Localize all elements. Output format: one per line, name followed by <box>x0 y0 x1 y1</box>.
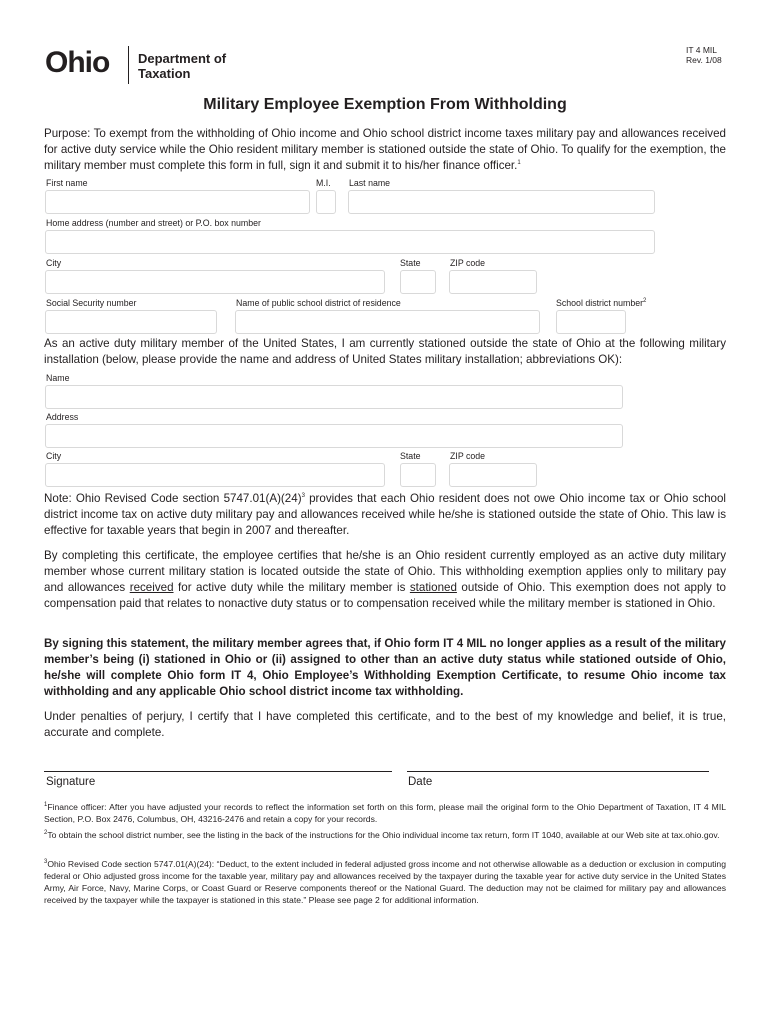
logo-divider <box>128 46 129 84</box>
first-name-label: First name <box>46 178 88 188</box>
home-address-label: Home address (number and street) or P.O. box number <box>46 218 261 228</box>
installation-name-field[interactable] <box>45 385 623 409</box>
signature-label: Signature <box>46 776 96 788</box>
purpose-paragraph <box>44 126 726 174</box>
installation-address-label: Address <box>46 412 79 422</box>
school-district-number-field[interactable] <box>556 310 626 334</box>
last-name-label: Last name <box>349 178 391 188</box>
certify-text-3: outside of Ohio. This exemption does not apply to compensation paid that relates to nonactive duty status or to compensation received while the military member is stationed in Ohio. <box>44 581 726 610</box>
received-underlined: received <box>129 581 174 594</box>
certify-text-1: By completing this certificate, the employee certifies that he/she is an Ohio resident currently employed as an active duty military member whose current military station is located outside the state of Ohio. This withholding exemption applies only to military pay and allowances <box>44 549 726 594</box>
footnote-2-text: To obtain the school district number, see the listing in the back of the instructions for the Ohio individual income tax return, form IT 1040, available at our Web site at tax.ohio.gov. <box>47 830 720 840</box>
zip-label: ZIP code <box>450 258 486 268</box>
state-field[interactable] <box>400 270 436 294</box>
signature-line[interactable] <box>44 771 392 772</box>
footnote-ref-3: 3 <box>301 493 305 500</box>
footnote-2 <box>44 829 726 841</box>
footnote-3 <box>44 858 726 906</box>
installation-city-label: City <box>46 451 62 461</box>
note-paragraph <box>44 491 726 539</box>
school-district-number-text: School district number <box>556 298 644 308</box>
footnote-2-number: 2 <box>44 830 48 837</box>
installation-intro: As an active duty military member of the United States, I am currently stationed outside the state of Ohio at the following military installation (below, please provide the name and address of United States military installation; abbreviations OK): <box>44 337 726 366</box>
home-address-field[interactable] <box>45 230 655 254</box>
installation-zip-field[interactable] <box>449 463 537 487</box>
installation-city-field[interactable] <box>45 463 385 487</box>
zip-field[interactable] <box>449 270 537 294</box>
city-field[interactable] <box>45 270 385 294</box>
certify-text-2: for active duty while the military member is <box>173 581 410 594</box>
form-number: IT 4 MIL <box>686 45 718 55</box>
school-district-name-label: Name of public school district of residence <box>236 298 401 308</box>
mi-label: M.I. <box>316 178 331 188</box>
footnote-1 <box>44 801 726 825</box>
installation-state-label: State <box>400 451 421 461</box>
purpose-text: Purpose: To exempt from the withholding of Ohio income and Ohio school district income taxes military pay and allowances received for active duty service while the Ohio resident military member is stationed outside the state of Ohio. To qualify for the exemption, the military member must complete this form in full, sign it and submit it to his/her finance officer. <box>44 127 726 172</box>
mi-field[interactable] <box>316 190 336 214</box>
form-title: Military Employee Exemption From Withholding <box>203 96 567 113</box>
state-label: State <box>400 258 421 268</box>
installation-state-field[interactable] <box>400 463 436 487</box>
last-name-field[interactable] <box>348 190 655 214</box>
city-label: City <box>46 258 62 268</box>
footnote-1-number: 1 <box>44 802 48 809</box>
department-line-2: Taxation <box>138 66 191 81</box>
perjury-statement: Under penalties of perjury, I certify that I have completed this certificate, and to the best of my knowledge and belief, it is true, accurate and complete. <box>44 710 726 739</box>
school-district-name-field[interactable] <box>235 310 540 334</box>
footnote-ref-1: 1 <box>517 160 521 167</box>
footnote-3-text: Ohio Revised Code section 5747.01(A)(24): “Deduct, to the extent included in federal adjusted gross income and not otherwise allowable as a deduction or exclusion in computing federal or Ohio adjusted gross income for the taxable year, military pay and allowances received by the taxpayer during the taxable year for active duty service in the United States Army, Air Force, Navy, Marine Corps, or Coast Guard or Reserve components thereof or the National Guard. The deduction may not be claimed for military pay and allowances received by the taxpayer while the taxpayer is stationed in this state.” Please see page 2 for additional information. <box>44 859 726 905</box>
ohio-logo: Ohio <box>45 46 110 79</box>
note-text-start: Note: Ohio Revised Code section 5747.01(A)(24) <box>44 492 302 505</box>
installation-zip-label: ZIP code <box>450 451 486 461</box>
ssn-field[interactable] <box>45 310 217 334</box>
date-line[interactable] <box>407 771 709 772</box>
first-name-field[interactable] <box>45 190 310 214</box>
footnote-ref-2: 2 <box>643 298 647 305</box>
signing-statement: By signing this statement, the military member agrees that, if Ohio form IT 4 MIL no longer applies as a result of the military member’s being (i) stationed in Ohio or (ii) assigned to other than an active duty status while stationed outside of Ohio, he/she will complete Ohio form IT 4, Ohio Employee’s Withholding Exemption Certificate, to resume Ohio income tax withholding and any applicable Ohio school district income tax withholding. <box>44 637 726 698</box>
ssn-label: Social Security number <box>46 298 137 308</box>
installation-name-label: Name <box>46 373 70 383</box>
date-label: Date <box>408 776 433 788</box>
footnote-3-number: 3 <box>44 859 48 866</box>
school-district-number-label <box>556 298 646 308</box>
installation-address-field[interactable] <box>45 424 623 448</box>
footnote-1-text: Finance officer: After you have adjusted your records to reflect the information set forth on this form, please mail the original form to the Ohio Department of Taxation, IT 4 MIL Section, P.O. Box 2476, Columbus, OH, 43216-2476 and retain a copy for your records. <box>44 802 726 824</box>
form-revision: Rev. 1/08 <box>686 55 722 65</box>
certify-paragraph <box>44 548 726 612</box>
form-identifier <box>686 45 722 65</box>
note-text-end: provides that each Ohio resident does not owe Ohio income tax or Ohio school district income tax on active duty military pay and allowances received while he/she is stationed outside the state of Ohio. This law is effective for taxable years that begin in 2007 and thereafter. <box>44 492 726 537</box>
department-name <box>138 51 226 81</box>
stationed-underlined: stationed <box>409 581 457 594</box>
department-line-1: Department of <box>138 51 227 66</box>
